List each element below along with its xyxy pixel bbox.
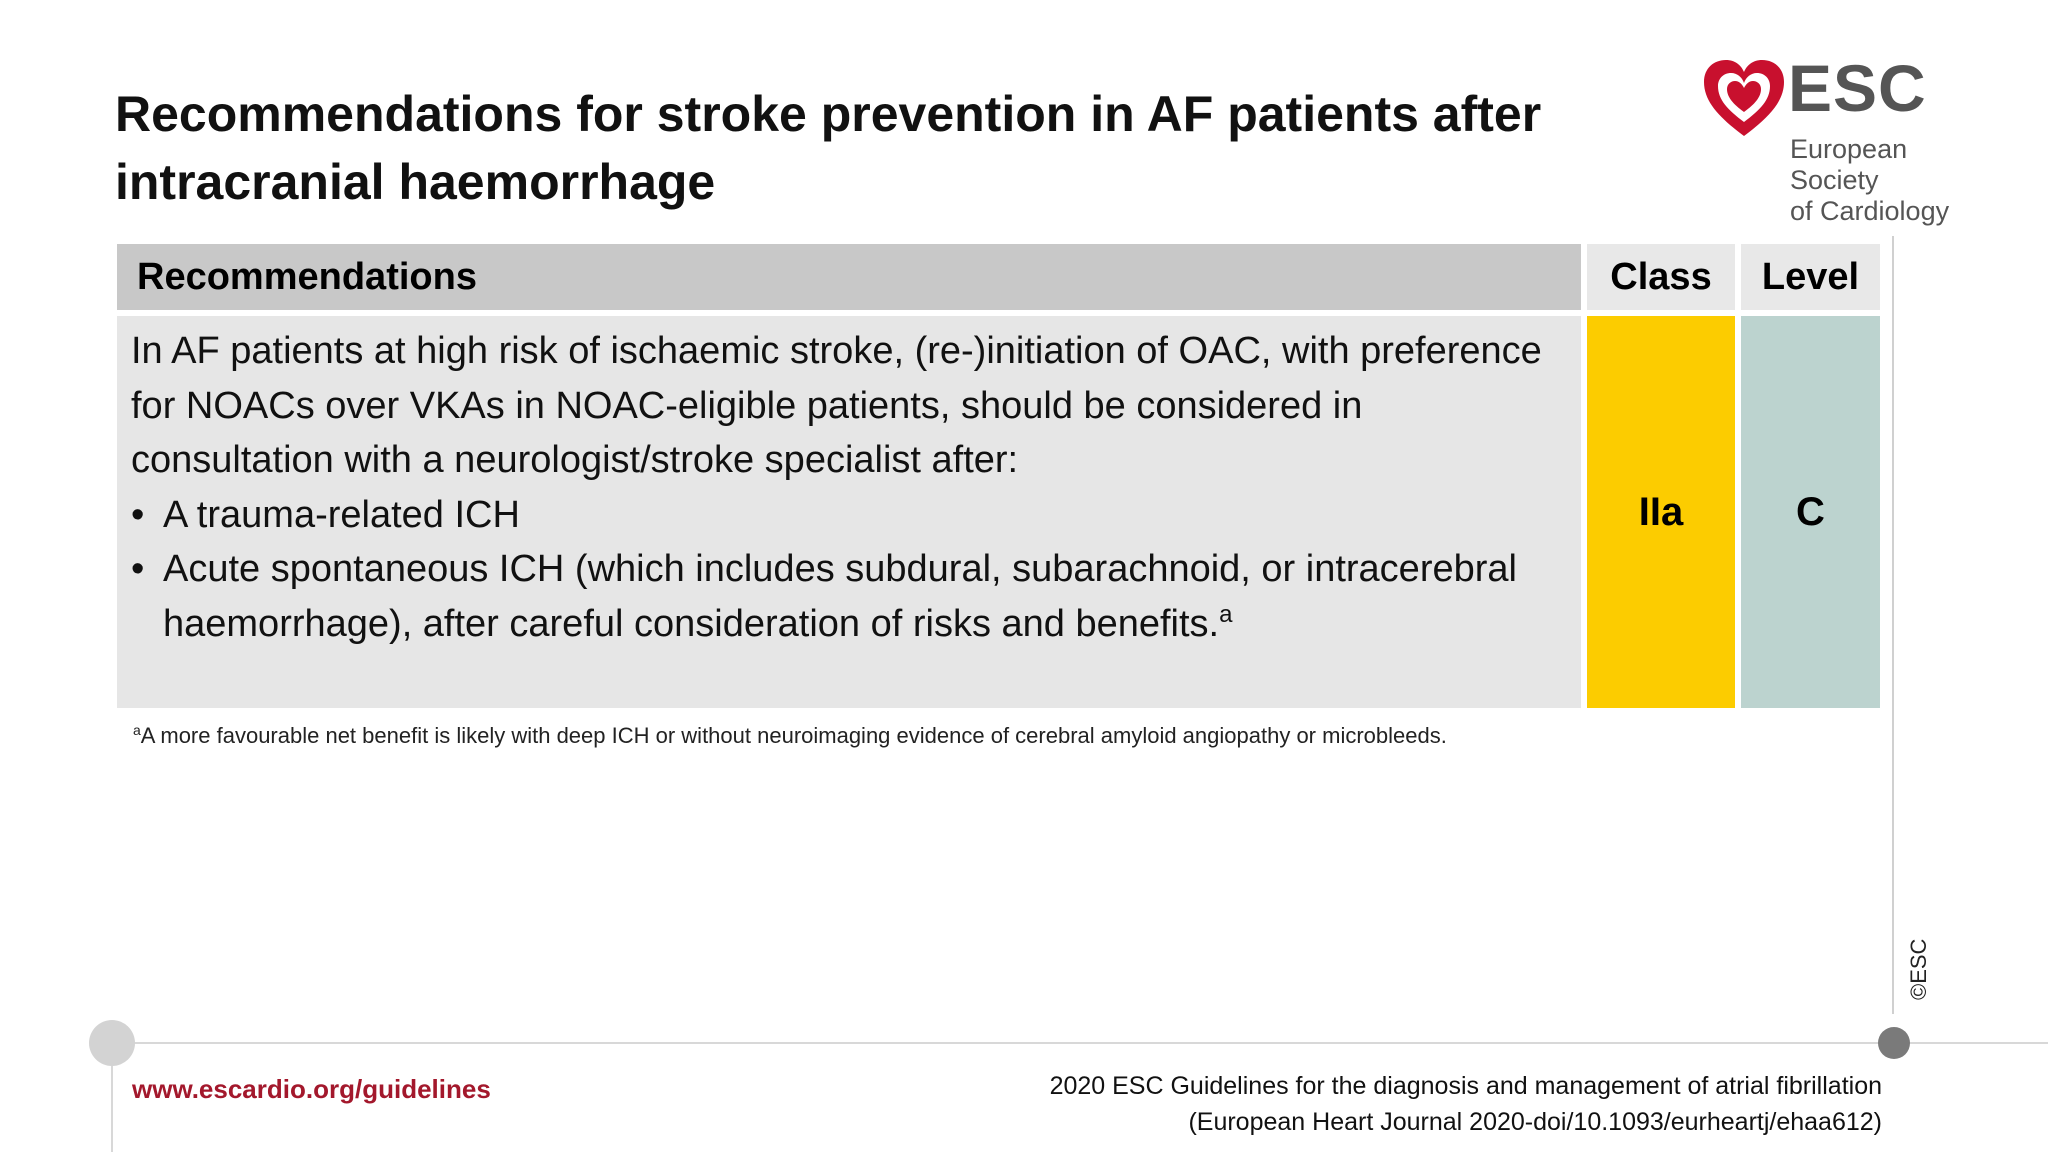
- vertical-divider: [1892, 236, 1894, 1014]
- recommendation-intro: In AF patients at high risk of ischaemic stroke, (re-)initiation of OAC, with preference for NOACs over VKAs in NOAC-eligible patients, should be considered in consultation with a neurologist/stroke specialist after:: [131, 330, 1542, 481]
- footer-divider: [112, 1042, 2048, 1044]
- recommendation-cell: [117, 316, 1581, 708]
- header-recommendations: Recommendations: [117, 244, 1581, 310]
- decorative-dot-right: [1878, 1027, 1910, 1059]
- esc-logo: [1700, 51, 1960, 226]
- bullet-text: A trauma-related ICH: [163, 493, 520, 536]
- header-class: Class: [1587, 244, 1735, 310]
- footnote-marker: a: [133, 722, 141, 738]
- citation-line1: 2020 ESC Guidelines for the diagnosis and management of atrial fibrillation: [1049, 1072, 1882, 1100]
- citation-line2: (European Heart Journal 2020-doi/10.1093/eurheartj/ehaa612): [1188, 1108, 1882, 1136]
- bullet-text: Acute spontaneous ICH (which includes subdural, subarachnoid, or intracerebral haemorrhage), after careful consideration of risks and benefits.: [163, 548, 1517, 645]
- class-cell: IIa: [1587, 316, 1735, 708]
- footnote: [133, 722, 1447, 749]
- footnote-text: A more favourable net benefit is likely with deep ICH or without neuroimaging evidence of cerebral amyloid angiopathy or microbleeds.: [140, 723, 1447, 748]
- decorative-dot-left: [89, 1020, 135, 1066]
- footnote-reference: a: [1219, 600, 1233, 628]
- logo-abbreviation: ESC: [1788, 51, 1927, 125]
- bullet-item: [131, 488, 1561, 543]
- footer-vertical-line: [111, 1066, 113, 1152]
- logo-name-line1: European Society: [1790, 134, 1908, 195]
- bullet-marker: •: [131, 548, 145, 590]
- bullet-marker: •: [131, 493, 145, 536]
- copyright-notice: ©ESC: [1906, 938, 1931, 1000]
- page-title: Recommendations for stroke prevention in AF patients after intracranial haemorrhage: [115, 86, 1542, 210]
- heart-logo-icon: [1700, 56, 1788, 140]
- logo-name-line2: of Cardiology: [1790, 196, 1950, 226]
- bullet-item: [131, 542, 1561, 651]
- header-level: Level: [1741, 244, 1880, 310]
- citation: [1050, 1068, 1882, 1140]
- logo-organization-name: [1790, 134, 1990, 227]
- guidelines-link[interactable]: www.escardio.org/guidelines: [132, 1074, 491, 1104]
- level-cell: C: [1741, 316, 1880, 708]
